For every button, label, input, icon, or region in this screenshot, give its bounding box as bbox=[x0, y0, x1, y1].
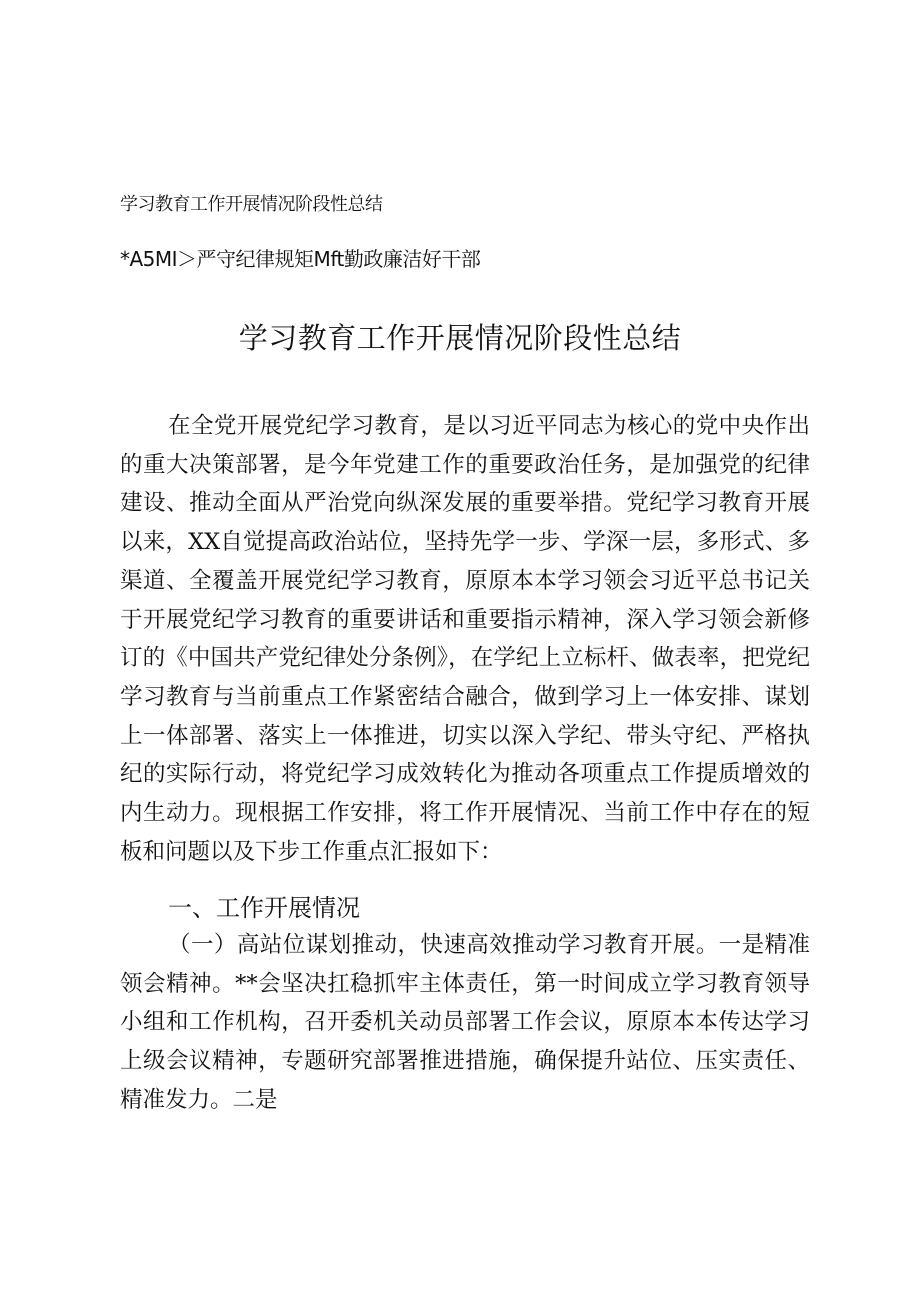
document-title: 学习教育工作开展情况阶段性总结 bbox=[238, 321, 682, 355]
header-subtitle: *A5MI＞严守纪律规矩Mft勤政廉洁好干部 bbox=[120, 247, 481, 271]
section-heading: 一、工作开展情况 bbox=[168, 894, 360, 922]
section-paragraph: （一）高站位谋划推动，快速高效推动学习教育开展。一是精准领会精神。**会坚决扛稳抓牢主体责任，第一时间成立学习教育领导小组和工作机构，召开委机关动员部署工作会议，原原本本传达学习上级会议精神，专题研究部署推进措施，确保提升站位、压实责任、精准发力。二是 bbox=[120, 932, 810, 1113]
intro-paragraph: 在全党开展党纪学习教育，是以习近平同志为核心的党中央作出的重大决策部署，是今年党建工作的重要政治任务，是加强党的纪律建设、推动全面从严治党向纵深发展的重要举措。党纪学习教育开展以来，XX自觉提高政治站位，坚持先学一步、学深一层，多形式、多渠道、全覆盖开展党纪学习教育，原原本本学习领会习近平总书记关于开展党纪学习教育的重要讲话和重要指示精神，深入学习领会新修订的《中国共产党纪律处分条例》，在学纪上立标杆、做表率，把党纪学习教育与当前重点工作紧密结合融合，做到学习上一体安排、谋划上一体部署、落实上一体推进，切实以深入学纪、带头守纪、严格执纪的实际行动，将党纪学习成效转化为推动各项重点工作提质增效的内生动力。现根据工作安排，将工作开展情况、当前工作中存在的短板和问题以及下步工作重点汇报如下： bbox=[120, 413, 810, 865]
header-title: 学习教育工作开展情况阶段性总结 bbox=[120, 194, 383, 215]
